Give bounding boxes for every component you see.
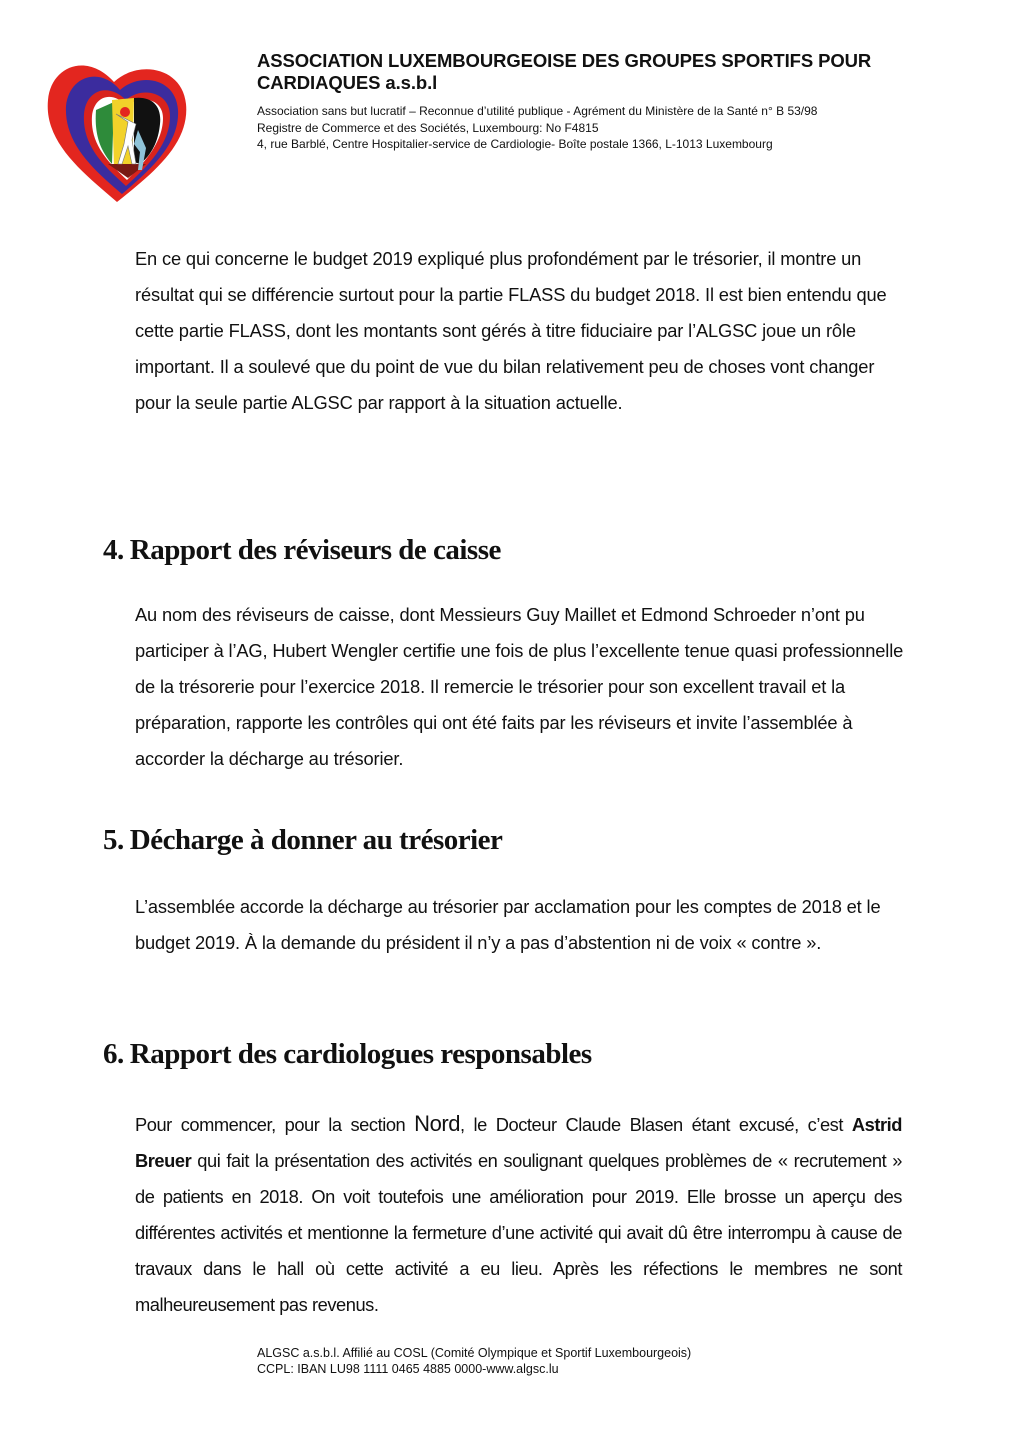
presenter-name: Astrid Breuer [135,1114,902,1171]
section-6-paragraph [135,1106,902,1323]
budget-paragraph: En ce qui concerne le budget 2019 expliqué plus profondément par le trésorier, il montre un résultat qui se différencie surtout pour la partie FLASS du budget 2018. Il est bien entendu que cette partie FLASS, dont les montants sont gérés à titre fiduciaire par l’ALGSC joue un rôle important. Il a soulevé que du point de vue du bilan relativement peu de choses vont changer pour la seule partie ALGSC par rapport à la situation actuelle. [135,248,887,413]
section-number: 4. [103,534,124,566]
page-footer [257,1345,691,1377]
section-number: 6. [103,1038,124,1070]
section-number: 5. [103,824,124,856]
text-run: qui fait la présentation des activités en soulignant quelques problèmes de « recrutement » de patients en 2018. On voit toutefois une amélioration pour 2019. Elle brosse un aperçu des différentes activités et mentionne la fermeture d’une activité qui avait dû être interrompu à cause de travaux dans le hall où cette activité a eu lieu. Après les réfections le membres ne sont malheureusement pas revenus. [135,1150,902,1315]
section-title: Rapport des réviseurs de caisse [129,534,501,566]
footer-affiliation: ALGSC a.s.b.l. Affilié au COSL (Comité Olympique et Sportif Luxembourgeois) [257,1346,692,1360]
registry-line: Registre de Commerce et des Sociétés, Luxembourg: No F4815 [257,120,599,135]
section-5-heading [103,823,502,857]
section-4-paragraph: Au nom des réviseurs de caisse, dont Messieurs Guy Maillet et Edmond Schroeder n’ont pu participer à l’AG, Hubert Wengler certifie une fois de plus l’excellente tenue quasi professionnelle de la trésorerie pour l’exercice 2018. Il remercie le trésorier pour son excellent travail et la préparation, rapporte les contrôles qui ont été faits par les réviseurs et invite l’assemblée à accorder la décharge au trésorier. [135,604,904,769]
legal-status-line: Association sans but lucratif – Reconnue d’utilité publique - Agrément du Ministère de la Santé n° B 53/98 [257,104,818,118]
heart-logo-icon [42,52,192,204]
section-title: Décharge à donner au trésorier [129,824,503,856]
logo-red-dot [120,107,130,117]
section-title: Rapport des cardiologues responsables [129,1038,592,1070]
section-4-heading [103,533,501,567]
section-5-paragraph: L’assemblée accorde la décharge au trésorier par acclamation pour les comptes de 2018 et le budget 2019. À la demande du président il n’y a pas d’abstention ni de voix « contre ». [135,896,881,953]
text-run: Pour commencer, pour la section [135,1114,415,1135]
footer-bank-website: CCPL: IBAN LU98 1111 0465 4885 0000-www.algsc.lu [257,1362,559,1376]
letterhead [257,50,977,153]
address-line: 4, rue Barblé, Centre Hospitalier-service de Cardiologie- Boîte postale 1366, L-1013 Luxembourg [257,137,773,151]
section-6-heading [103,1037,592,1071]
section-nord: Nord [414,1111,461,1136]
organization-name: ASSOCIATION LUXEMBOURGEOISE DES GROUPES SPORTIFS POUR CARDIAQUES a.s.b.l [257,50,872,93]
text-run: , le Docteur Claude Blasen étant excusé, c’est [460,1114,852,1135]
